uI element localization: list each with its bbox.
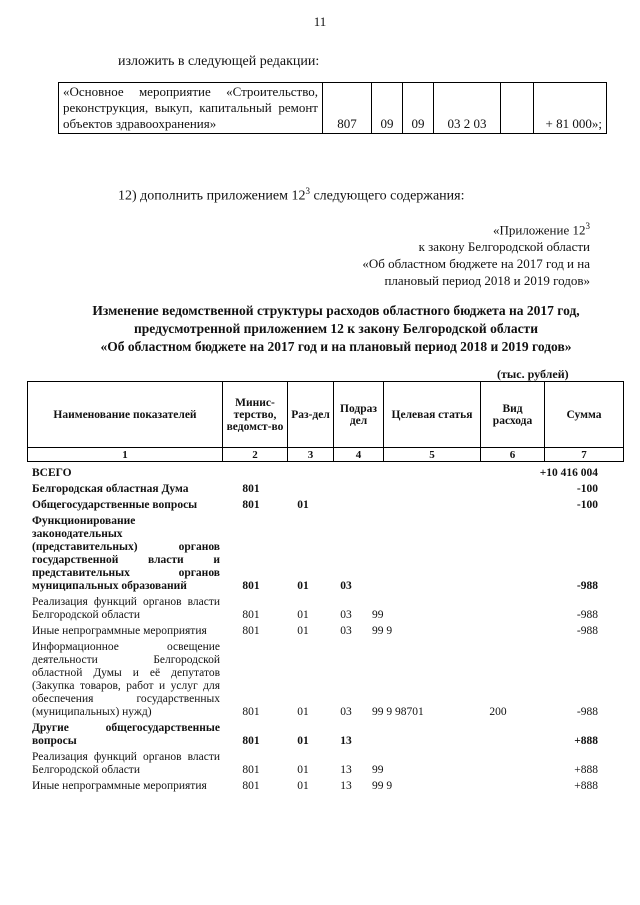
table-row <box>32 593 598 622</box>
cell-section: 01 <box>297 625 309 637</box>
cell-sum: -988 <box>576 706 598 718</box>
cell-sum: -988 <box>576 609 598 621</box>
cell-sum: -100 <box>576 499 598 511</box>
header-ministry: Минис-терство, ведомст-во <box>223 382 288 448</box>
cell-target <box>368 496 470 512</box>
table-row <box>32 622 598 638</box>
cell-name: Иные непрограммные мероприятия <box>32 625 207 637</box>
cell-name: Информационное освещение деятельности Белгородской областной Думы и её депутатов (Закупка товаров, работ и услуг для обеспечения государственных (муниципальных) нужд) <box>32 641 220 718</box>
cell-target <box>368 512 470 593</box>
cell-name: Белгородская областная Дума <box>32 483 189 495</box>
cell-section: 01 <box>297 580 309 592</box>
table-row <box>32 467 598 480</box>
col-number: 7 <box>545 448 624 462</box>
cell-target: 99 9 <box>372 780 393 792</box>
cell-sum: +888 <box>574 780 598 792</box>
cell-sum: +888 <box>574 764 598 776</box>
cell-name: Общегосударственные вопросы <box>32 499 198 511</box>
header-name: Наименование показателей <box>28 382 223 448</box>
addition-after: следующего содержания: <box>309 188 465 204</box>
appendix-line2: к закону Белгородской области <box>418 239 590 255</box>
cell-ministry: 801 <box>242 764 260 776</box>
col-number: 3 <box>288 448 334 462</box>
cell-vid <box>470 719 526 748</box>
cell-subsection: 13 <box>340 735 352 747</box>
appendix-line4: плановый период 2018 и 2019 годов» <box>384 273 590 289</box>
cell-name: Иные непрограммные мероприятия <box>32 780 207 792</box>
col-number: 4 <box>334 448 384 462</box>
cell-ministry: 801 <box>242 706 260 718</box>
appendix-line1: «Приложение 12 <box>492 222 586 238</box>
cell-ministry: 801 <box>242 780 260 792</box>
amendment-section: 09 <box>372 83 403 134</box>
col-number: 2 <box>223 448 288 462</box>
col-number: 1 <box>28 448 223 462</box>
appendix-header <box>362 218 590 289</box>
table-row <box>32 496 598 512</box>
appendix-sup: 3 <box>585 221 590 231</box>
cell-ministry: 801 <box>242 483 260 495</box>
amendment-sum: + 81 000»; <box>534 83 607 134</box>
cell-ministry: 801 <box>242 499 260 511</box>
cell-section: 01 <box>297 499 309 511</box>
cell-section: 01 <box>297 609 309 621</box>
cell-vid <box>470 777 526 793</box>
title-line3: «Об областном бюджете на 2017 год и на плановый период 2018 и 2019 годов» <box>100 339 572 354</box>
cell-section <box>282 480 324 496</box>
cell-vid <box>470 748 526 777</box>
title-line2: предусмотренной приложением 12 к закону Белгородской области <box>134 321 538 336</box>
amendment-table <box>58 82 607 134</box>
cell-target: 99 <box>372 609 384 621</box>
cell-vid <box>470 593 526 622</box>
intro-text: изложить в следующей редакции: <box>118 54 320 69</box>
cell-vid <box>470 496 526 512</box>
table-row <box>32 719 598 748</box>
table-row <box>32 748 598 777</box>
cell-subsection: 03 <box>340 625 352 637</box>
cell-vid: 200 <box>489 706 507 718</box>
document-title <box>0 302 640 356</box>
cell-section: 01 <box>297 735 309 747</box>
cell-subsection: 13 <box>340 764 352 776</box>
header-vid: Вид расхода <box>481 382 545 448</box>
title-line1: Изменение ведомственной структуры расходов областного бюджета на 2017 год, <box>92 303 580 318</box>
cell-sum: +10 416 004 <box>539 467 598 479</box>
table-row <box>32 480 598 496</box>
cell-vid <box>470 480 526 496</box>
table-row <box>32 512 598 593</box>
cell-target <box>368 480 470 496</box>
cell-subsection <box>324 496 368 512</box>
cell-ministry: 801 <box>242 625 260 637</box>
addition-text <box>118 186 465 205</box>
header-section: Раз-дел <box>288 382 334 448</box>
cell-ministry: 801 <box>242 609 260 621</box>
amendment-target: 03 2 03 <box>434 83 501 134</box>
cell-target <box>368 467 470 480</box>
addition-sup: 3 <box>305 186 310 196</box>
cell-section: 01 <box>297 780 309 792</box>
cell-subsection <box>324 480 368 496</box>
cell-name: Другие общегосударственные вопросы <box>32 722 220 747</box>
cell-vid <box>470 512 526 593</box>
cell-ministry: 801 <box>242 735 260 747</box>
cell-section <box>282 467 324 480</box>
units-label: (тыс. рублей) <box>497 367 569 381</box>
header-target: Целевая статья <box>384 382 481 448</box>
cell-name: ВСЕГО <box>32 467 72 479</box>
cell-sum: -100 <box>576 483 598 495</box>
cell-name: Реализация функций органов власти Белгородской области <box>32 596 220 621</box>
cell-section: 01 <box>297 764 309 776</box>
cell-target: 99 9 <box>372 625 393 637</box>
cell-target: 99 9 98701 <box>372 706 424 718</box>
cell-subsection: 03 <box>340 609 352 621</box>
appendix-line3: «Об областном бюджете на 2017 год и на <box>362 256 590 272</box>
cell-target <box>368 719 470 748</box>
page-number: 11 <box>313 14 327 29</box>
cell-name: Функционирование законодательных (представительных) органов государственной власти и представительных органов муниципальных образований <box>32 515 220 592</box>
amendment-row <box>59 83 607 134</box>
cell-section: 01 <box>297 706 309 718</box>
cell-sum: -988 <box>576 625 598 637</box>
amendment-subsection: 09 <box>403 83 434 134</box>
table-row <box>32 777 598 793</box>
cell-subsection <box>324 467 368 480</box>
cell-target: 99 <box>372 764 384 776</box>
header-subsection: Подраз дел <box>334 382 384 448</box>
cell-vid <box>470 622 526 638</box>
cell-sum: +888 <box>574 735 598 747</box>
header-sum: Сумма <box>545 382 624 448</box>
table-row <box>32 638 598 719</box>
cell-subsection: 03 <box>340 706 352 718</box>
cell-ministry: 801 <box>242 580 260 592</box>
cell-ministry <box>220 467 282 480</box>
cell-subsection: 13 <box>340 780 352 792</box>
col-number: 6 <box>481 448 545 462</box>
amendment-name: «Основное мероприятие «Строительство, реконструкция, выкуп, капитальный ремонт объектов здравоохранения» <box>59 83 323 134</box>
addition-before: 12) дополнить приложением 12 <box>118 188 306 204</box>
cell-subsection: 03 <box>340 580 352 592</box>
amendment-ministry: 807 <box>323 83 372 134</box>
cell-vid <box>470 467 526 480</box>
col-number: 5 <box>384 448 481 462</box>
budget-table-body <box>32 467 598 793</box>
amendment-vid <box>501 83 534 134</box>
cell-sum: -988 <box>576 580 598 592</box>
table-header <box>27 381 624 462</box>
cell-name: Реализация функций органов власти Белгородской области <box>32 751 220 776</box>
